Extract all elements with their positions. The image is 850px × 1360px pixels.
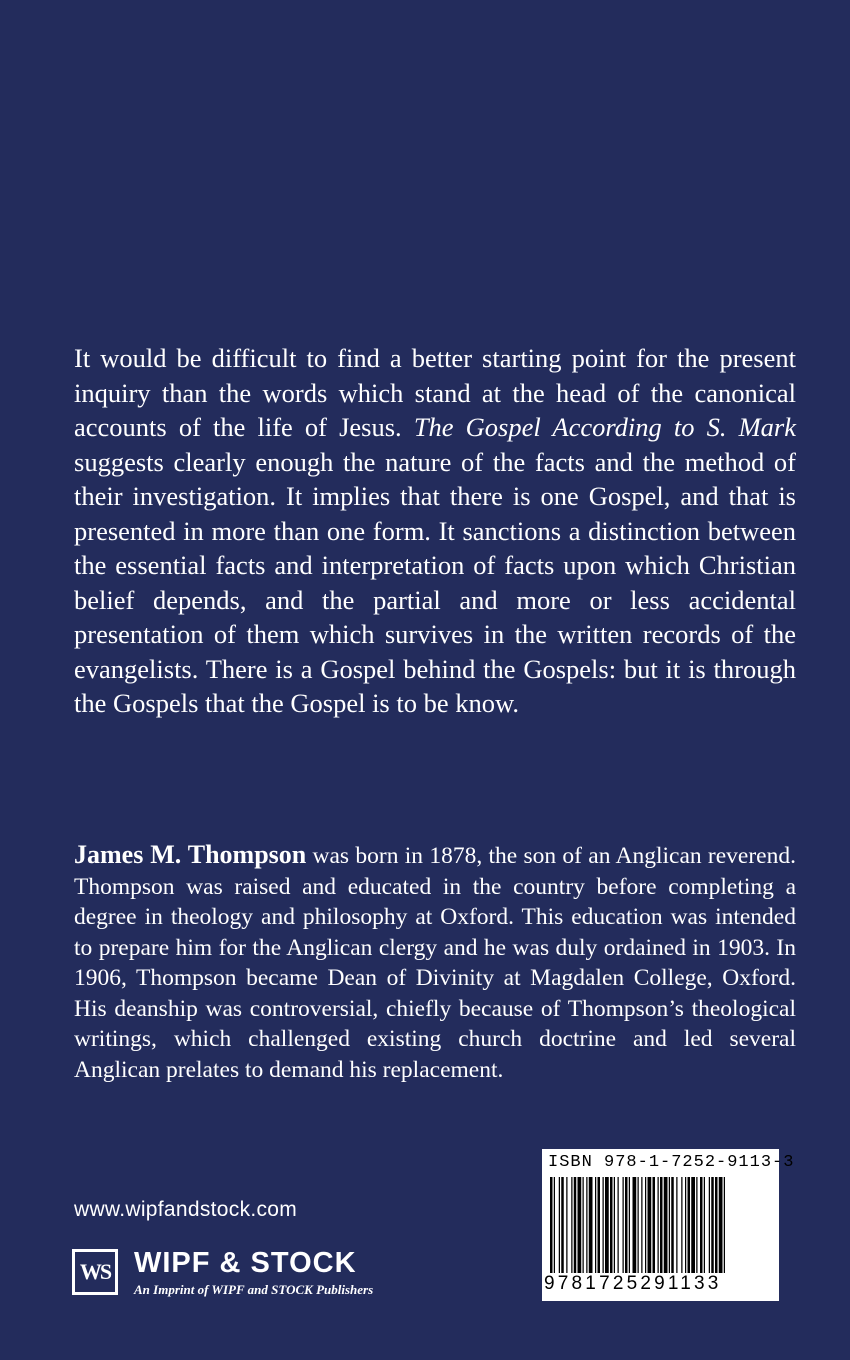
barcode-bar bbox=[589, 1177, 593, 1273]
publisher-logo bbox=[72, 1249, 412, 1301]
barcode-bar bbox=[566, 1177, 567, 1273]
publisher-url: www.wipfandstock.com bbox=[74, 1198, 298, 1221]
blurb-book-title: The Gospel According to S. Mark bbox=[413, 412, 797, 442]
barcode-bar bbox=[711, 1177, 714, 1273]
publisher-tagline: An Imprint of WIPF and STOCK Publishers bbox=[134, 1282, 374, 1297]
barcode-bar bbox=[559, 1177, 560, 1273]
barcode-bar bbox=[715, 1177, 718, 1273]
barcode-bar bbox=[578, 1177, 582, 1273]
barcode-bar bbox=[618, 1177, 619, 1273]
author-bio bbox=[74, 840, 796, 1085]
barcode-bar bbox=[671, 1177, 674, 1273]
barcode-bar bbox=[648, 1177, 652, 1273]
barcode-bar bbox=[645, 1177, 646, 1273]
isbn-barcode bbox=[542, 1149, 795, 1301]
barcode-digits: 9781725291133 bbox=[544, 1273, 722, 1294]
barcode-bar bbox=[709, 1177, 710, 1273]
barcode-bar bbox=[669, 1177, 670, 1273]
barcode-bars bbox=[548, 1177, 773, 1273]
barcode-bar bbox=[625, 1177, 628, 1273]
barcode-bar bbox=[561, 1177, 564, 1273]
barcode-bar bbox=[574, 1177, 577, 1273]
isbn-label: ISBN 978-1-7252-9113-3 bbox=[548, 1153, 795, 1172]
barcode-bar bbox=[681, 1177, 682, 1273]
barcode-bar bbox=[586, 1177, 587, 1273]
barcode-bar bbox=[688, 1177, 691, 1273]
author-bio-text: was born in 1878, the son of an Anglican reverend. Thompson was raised and educated in the country before completing a degree in theology and philosophy at Oxford. This education was intended to prepare him for the Anglican clergy and he was duly ordained in 1903. In 1906, Thompson became Dean of Divinity at Magdalen College, Oxford. His deanship was controversial, chiefly because of Thompson’s theological writings, which challenged existing church doctrine and led several Anglican prelates to demand his replacement. bbox=[74, 843, 796, 1083]
barcode-bar bbox=[704, 1177, 705, 1273]
barcode-bar bbox=[583, 1177, 584, 1273]
barcode-bar bbox=[658, 1177, 659, 1273]
barcode-bar bbox=[595, 1177, 596, 1273]
ws-logo-icon: WS bbox=[72, 1249, 118, 1295]
barcode-bar bbox=[653, 1177, 656, 1273]
barcode-bar bbox=[676, 1177, 677, 1273]
barcode-bar bbox=[685, 1177, 686, 1273]
barcode-bar bbox=[614, 1177, 615, 1273]
barcode-bar bbox=[638, 1177, 639, 1273]
blurb-text-part2: suggests clearly enough the nature of the facts and the method of their investigation. It implies that there is one Gospel, and that is presented in more than one form. It sanctions a distinction between the essential facts and interpretation of facts upon which Christian belief depends, and the partial and more or less accidental presentation of them which survives in the written records of the evangelists. There is a Gospel behind the Gospels: but it is through the Gospels that the Gospel is to be know. bbox=[74, 446, 796, 718]
barcode-bar bbox=[605, 1177, 609, 1273]
blurb-text-part1: It would be difficult to find a better starting point for the present inquiry than the words which stand at the head of the canonical accounts of the life of Jesus. bbox=[74, 343, 796, 442]
barcode-bar bbox=[598, 1177, 601, 1273]
barcode-bar bbox=[623, 1177, 624, 1273]
barcode-bar bbox=[629, 1177, 630, 1273]
barcode-bar bbox=[603, 1177, 604, 1273]
back-cover-blurb bbox=[74, 341, 796, 721]
barcode-bar bbox=[633, 1177, 637, 1273]
barcode-bar bbox=[554, 1177, 555, 1273]
barcode-bar bbox=[664, 1177, 668, 1273]
barcode-bar bbox=[724, 1177, 725, 1273]
author-name: James M. Thompson bbox=[74, 840, 307, 869]
barcode-bar bbox=[641, 1177, 642, 1273]
barcode-bar bbox=[691, 1177, 695, 1273]
barcode-bar bbox=[610, 1177, 613, 1273]
barcode-bar bbox=[550, 1177, 553, 1273]
barcode-bar bbox=[571, 1177, 572, 1273]
barcode-bar bbox=[719, 1177, 723, 1273]
barcode-bar bbox=[696, 1177, 697, 1273]
barcode-bar bbox=[700, 1177, 703, 1273]
publisher-name: WIPF & STOCK bbox=[134, 1247, 357, 1279]
barcode-bar bbox=[660, 1177, 663, 1273]
